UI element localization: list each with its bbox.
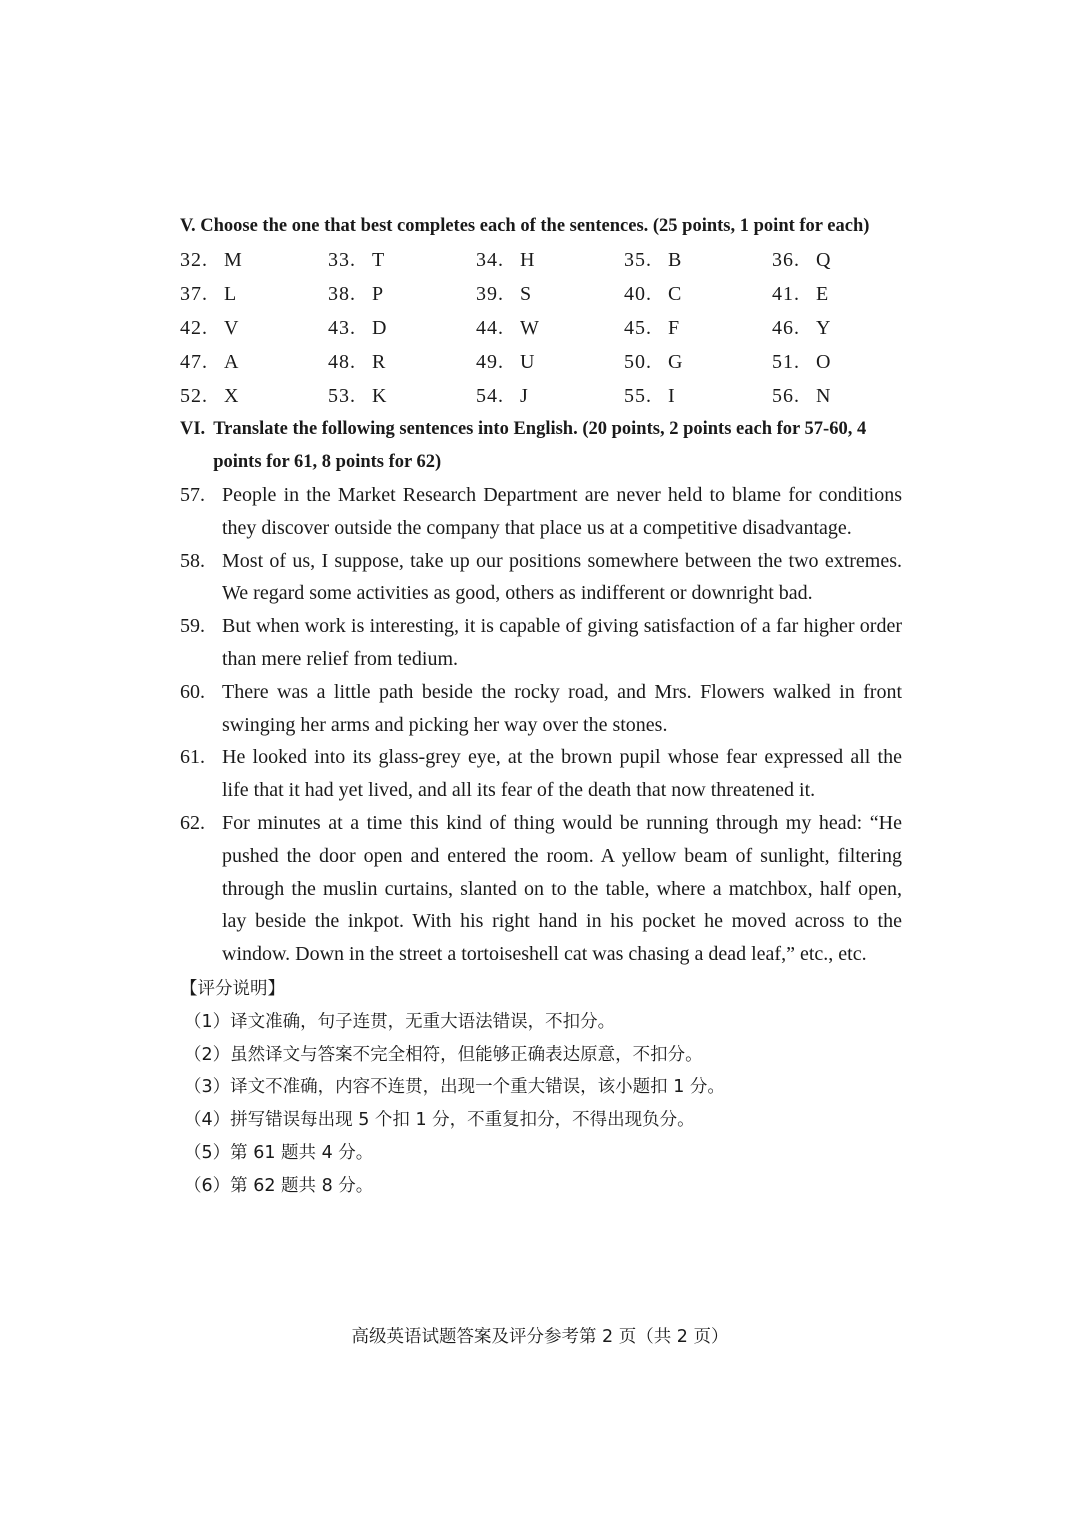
answer-number: 36. (772, 249, 800, 271)
answer-letter: L (224, 283, 237, 305)
answer-letter: N (816, 385, 831, 407)
answer-item (624, 345, 772, 379)
answer-number: 50. (624, 351, 652, 373)
answer-number: 42. (180, 317, 208, 339)
translation-text: There was a little path beside the rocky road, and Mrs. Flowers walked in front swinging her arms and picking her way over the stones. (222, 680, 902, 736)
answer-number: 33. (328, 249, 356, 271)
translation-list (180, 479, 902, 971)
rubric-item: （3）译文不准确，内容不连贯，出现一个重大错误，该小题扣 1 分。 (184, 1077, 725, 1098)
answer-letter: E (816, 283, 829, 305)
answer-item (328, 379, 476, 413)
answer-number: 34. (476, 249, 504, 271)
rubric-item: （6）第 62 题共 8 分。 (184, 1175, 374, 1196)
translation-item (180, 479, 902, 545)
answer-number: 37. (180, 283, 208, 305)
rubric-title: 【评分说明】 (180, 978, 285, 999)
answer-letter: K (372, 385, 387, 407)
answer-letter: W (520, 317, 539, 339)
answer-letter: A (224, 351, 239, 373)
answer-number: 49. (476, 351, 504, 373)
answer-letter: M (224, 249, 242, 271)
answer-letter: Y (816, 317, 831, 339)
answer-item (180, 243, 328, 277)
translation-number: 62. (180, 811, 205, 834)
answer-letter: T (372, 249, 385, 271)
answer-number: 43. (328, 317, 356, 339)
translation-item (180, 741, 902, 807)
rubric-item: （4）拼写错误每出现 5 个扣 1 分，不重复扣分，不得出现负分。 (184, 1110, 695, 1131)
translation-number: 57. (180, 484, 205, 506)
answer-item (624, 311, 772, 345)
translation-text: For minutes at a time this kind of thing would be running through my head: “He pushed the door open and entered the room. A yellow beam of sunlight, filtering through the muslin curtains, slanted on to the table, where a matchbox, half open, lay beside the inkpot. With his right hand in his pocket he moved across to the window. Down in the street a tortoiseshell cat was chasing a dead leaf,” etc., etc. (222, 811, 902, 966)
answer-letter: B (668, 249, 682, 271)
answer-letter: R (372, 351, 386, 373)
answer-letter: P (372, 283, 384, 305)
translation-item (180, 545, 902, 611)
page-footer: 高级英语试题答案及评分参考第 2 页（共 2 页） (351, 1327, 729, 1347)
answer-item (476, 243, 624, 277)
answer-number: 46. (772, 317, 800, 339)
answer-letter: O (816, 351, 831, 373)
answer-letter: X (224, 385, 239, 407)
rubric-list (180, 1006, 902, 1203)
translation-number: 58. (180, 549, 205, 572)
answer-letter: G (668, 351, 683, 373)
answer-number: 45. (624, 317, 652, 339)
answer-number: 44. (476, 317, 504, 339)
translation-text: Most of us, I suppose, take up our positions somewhere between the two extremes. We regard some activities as good, others as indifferent or downright bad. (222, 549, 902, 605)
answer-item (180, 345, 328, 379)
section-v-numeral: V. (180, 216, 196, 236)
answer-number: 55. (624, 385, 652, 407)
answer-item (180, 277, 328, 311)
translation-text: But when work is interesting, it is capable of giving satisfaction of a far higher order than mere relief from tedium. (222, 615, 902, 670)
answer-letter: I (668, 385, 675, 407)
answer-key-page (180, 210, 902, 1203)
answer-item (476, 379, 624, 413)
translation-number: 60. (180, 680, 205, 703)
answer-letter: C (668, 283, 682, 305)
answer-number: 41. (772, 283, 800, 305)
answer-number: 47. (180, 351, 208, 373)
answer-letter: S (520, 283, 532, 305)
answer-grid (180, 243, 902, 413)
answer-number: 39. (476, 283, 504, 305)
section-v-heading (180, 210, 902, 243)
section-vi-heading-text: Translate the following sentences into English. (20 points, 2 points each for 57-60, 4 points for 61, 8 points for 62) (213, 419, 867, 472)
answer-item (328, 311, 476, 345)
translation-number: 61. (180, 746, 205, 769)
answer-item (328, 277, 476, 311)
translation-item (180, 610, 902, 676)
answer-number: 38. (328, 283, 356, 305)
answer-number: 52. (180, 385, 208, 407)
answer-letter: U (520, 351, 535, 373)
rubric-item: （5）第 61 题共 4 分。 (184, 1142, 374, 1163)
answer-letter: D (372, 317, 387, 339)
answer-item (476, 277, 624, 311)
answer-letter: J (520, 385, 528, 407)
answer-number: 35. (624, 249, 652, 271)
answer-number: 54. (476, 385, 504, 407)
section-v-heading-text: Choose the one that best completes each of the sentences. (25 points, 1 point for each) (200, 216, 870, 236)
answer-letter: V (224, 317, 239, 339)
answer-number: 48. (328, 351, 356, 373)
translation-item (180, 676, 902, 742)
answer-item (624, 379, 772, 413)
answer-item (772, 345, 902, 379)
answer-letter: Q (816, 249, 831, 271)
answer-number: 53. (328, 385, 356, 407)
answer-number: 32. (180, 249, 208, 271)
translation-text: People in the Market Research Department are never held to blame for conditions they discover outside the company that place us at a competitive disadvantage. (222, 484, 902, 539)
answer-item (476, 311, 624, 345)
translation-text: He looked into its glass-grey eye, at the brown pupil whose fear expressed all the life that it had yet lived, and all its fear of the death that now threatened it. (222, 746, 902, 802)
answer-letter: F (668, 317, 680, 339)
translation-item (180, 807, 902, 971)
section-vi-numeral: VI. (180, 419, 206, 439)
answer-item (772, 379, 902, 413)
answer-letter: H (520, 249, 535, 271)
answer-number: 40. (624, 283, 652, 305)
answer-item (624, 243, 772, 277)
answer-item (180, 311, 328, 345)
rubric-item: （2）虽然译文与答案不完全相符，但能够正确表达原意，不扣分。 (184, 1044, 703, 1065)
section-vi-heading (180, 413, 902, 479)
answer-item (624, 277, 772, 311)
answer-item (772, 311, 902, 345)
answer-item (476, 345, 624, 379)
answer-number: 56. (772, 385, 800, 407)
answer-number: 51. (772, 351, 800, 373)
answer-item (328, 243, 476, 277)
answer-item (180, 379, 328, 413)
answer-item (772, 277, 902, 311)
answer-item (328, 345, 476, 379)
rubric-item: （1）译文准确，句子连贯，无重大语法错误，不扣分。 (184, 1011, 616, 1032)
answer-item (772, 243, 902, 277)
translation-number: 59. (180, 615, 205, 638)
